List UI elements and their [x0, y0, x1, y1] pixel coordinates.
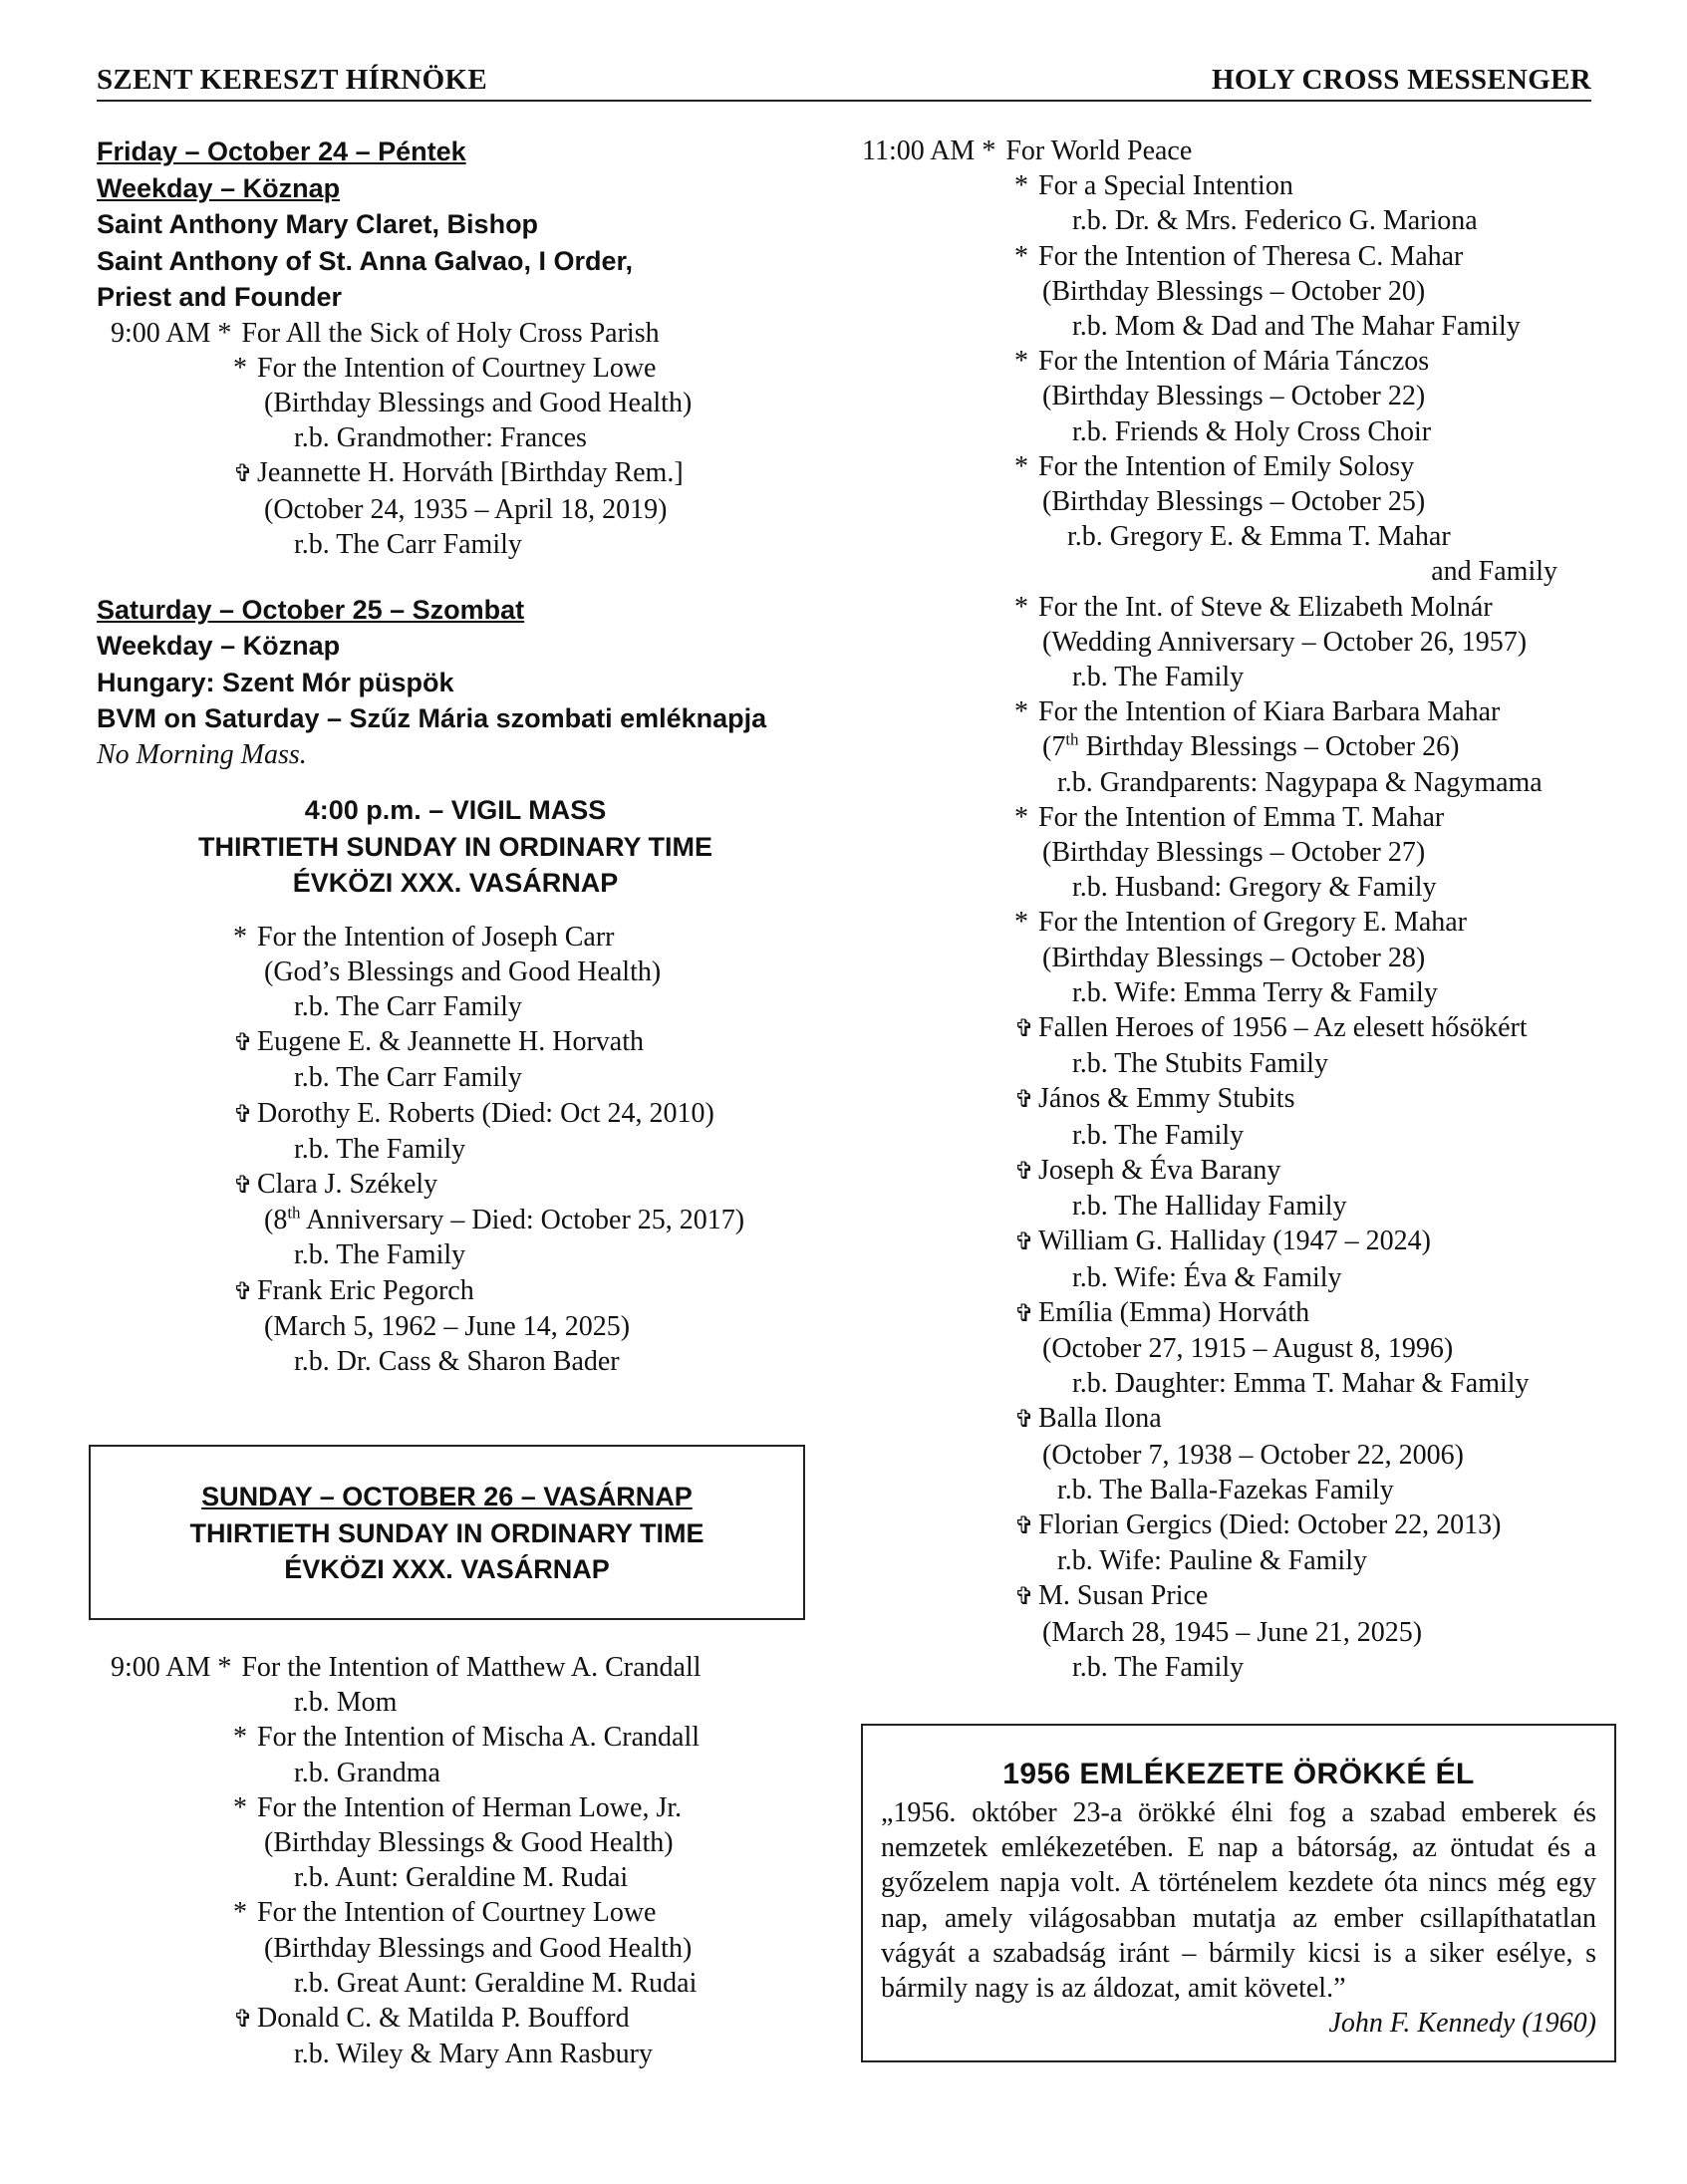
- cross-icon: ✞: [233, 2005, 254, 2034]
- mass-intention: * For the Intention of Kiara Barbara Mahar: [862, 694, 1599, 729]
- mass-time: 9:00 AM: [111, 1652, 211, 1683]
- star-icon: *: [233, 1722, 247, 1754]
- memorial-intention: ✞ Dorothy E. Roberts (Died: Oct 24, 2010): [97, 1096, 814, 1132]
- mass-intention: * For the Intention of Mária Tánczos: [862, 344, 1599, 379]
- saturday-bvm: BVM on Saturday – Szűz Mária szombati emléknapja: [97, 703, 767, 734]
- requested-by: r.b. Husband: Gregory & Family: [1072, 872, 1437, 904]
- requested-by: r.b. The Stubits Family: [1072, 1048, 1328, 1080]
- cross-icon: ✞: [1014, 1298, 1035, 1327]
- sunday-11am-section: [862, 134, 1599, 1685]
- cross-icon: ✞: [233, 1171, 254, 1200]
- memorial-intention: ✞ William G. Halliday (1947 – 2024): [862, 1224, 1599, 1259]
- requested-by: r.b. Grandma: [294, 1757, 440, 1788]
- quote-title: 1956 EMLÉKEZETE ÖRÖKKÉ ÉL: [1002, 1758, 1475, 1790]
- vigil-sunday-title: THIRTIETH SUNDAY IN ORDINARY TIME: [197, 831, 713, 862]
- requested-by: r.b. Dr. & Mrs. Federico G. Mariona: [1072, 205, 1478, 237]
- saturday-weekday: Weekday – Köznap: [97, 631, 341, 662]
- mass-intention: * For the Intention of Gregory E. Mahar: [862, 905, 1599, 940]
- requested-by: r.b. Aunt: Geraldine M. Rudai: [294, 1862, 629, 1894]
- mass-intention: * For the Intention of Joseph Carr: [97, 920, 814, 955]
- saturday-section: [97, 592, 814, 1379]
- requested-by: r.b. The Family: [1072, 1651, 1245, 1683]
- cross-icon: ✞: [1014, 1014, 1035, 1043]
- star-icon: *: [1014, 240, 1028, 272]
- cross-icon: ✞: [233, 1276, 254, 1305]
- memorial-intention: ✞ M. Susan Price: [862, 1578, 1599, 1614]
- star-icon: *: [233, 921, 247, 953]
- mass-intention: 9:00 AM * For All the Sick of Holy Cross Parish: [97, 316, 814, 351]
- memorial-intention: ✞ Donald C. & Matilda P. Boufford: [97, 2001, 814, 2037]
- memorial-intention: ✞ Clara J. Székely: [97, 1167, 814, 1203]
- mass-intention: * For the Intention of Emma T. Mahar: [862, 800, 1599, 835]
- requested-by: r.b. The Family: [1072, 1119, 1245, 1151]
- requested-by: r.b. The Family: [294, 1133, 466, 1165]
- cross-icon: ✞: [233, 1028, 254, 1057]
- intention-detail: (God’s Blessings and Good Health): [264, 956, 662, 987]
- intention-detail: (8th Anniversary – Died: October 25, 2017): [264, 1203, 745, 1236]
- requested-by: r.b. The Carr Family: [294, 991, 522, 1023]
- friday-heading: Friday – October 24 – Péntek: [97, 136, 466, 166]
- intention-detail: (7th Birthday Blessings – October 26): [1042, 730, 1460, 763]
- star-icon: *: [233, 1897, 247, 1929]
- friday-section: [97, 134, 814, 562]
- star-icon: *: [1014, 170, 1028, 202]
- star-icon: *: [217, 1652, 232, 1683]
- star-icon: *: [217, 317, 232, 349]
- mass-time: 11:00 AM: [862, 136, 976, 166]
- star-icon: *: [233, 1791, 247, 1823]
- star-icon: *: [1014, 696, 1028, 728]
- friday-weekday: Weekday – Köznap: [97, 172, 341, 203]
- intention-detail: (October 27, 1915 – August 8, 1996): [1042, 1332, 1454, 1364]
- star-icon: *: [233, 352, 247, 384]
- memorial-intention: ✞ Joseph & Éva Barany: [862, 1153, 1599, 1189]
- friday-saint-1: Saint Anthony Mary Claret, Bishop: [97, 209, 539, 239]
- memorial-intention: ✞ Fallen Heroes of 1956 – Az elesett hősökért: [862, 1010, 1599, 1046]
- intention-detail: (Birthday Blessings – October 27): [1042, 837, 1426, 869]
- memorial-intention: ✞ Florian Gergics (Died: October 22, 2013): [862, 1507, 1599, 1543]
- memorial-intention: ✞ János & Emmy Stubits: [862, 1081, 1599, 1117]
- star-icon: *: [1014, 346, 1028, 378]
- intention-detail: (Wedding Anniversary – October 26, 1957): [1042, 626, 1528, 658]
- intention-detail: (Birthday Blessings – October 28): [1042, 942, 1426, 973]
- mass-intention: * For the Int. of Steve & Elizabeth Molnár: [862, 590, 1599, 625]
- mass-intention: * For the Intention of Herman Lowe, Jr.: [97, 1790, 814, 1825]
- intention-detail: (March 5, 1962 – June 14, 2025): [264, 1310, 631, 1342]
- left-column: [97, 134, 814, 1379]
- intention-detail: (October 7, 1938 – October 22, 2006): [1042, 1439, 1465, 1471]
- memorial-intention: ✞ Jeannette H. Horváth [Birthday Rem.]: [97, 455, 814, 491]
- requested-by: r.b. Great Aunt: Geraldine M. Rudai: [294, 1967, 698, 1999]
- mass-intention: 9:00 AM * For the Intention of Matthew A. Crandall: [97, 1650, 814, 1685]
- mass-intention: * For the Intention of Courtney Lowe: [97, 1895, 814, 1930]
- intention-detail: (Birthday Blessings – October 20): [1042, 275, 1426, 307]
- sunday-title: THIRTIETH SUNDAY IN ORDINARY TIME: [189, 1517, 704, 1548]
- vigil-mass-heading: 4:00 p.m. – VIGIL MASS: [304, 795, 607, 826]
- requested-by: r.b. Wife: Pauline & Family: [1057, 1545, 1367, 1577]
- requested-by: r.b. Gregory E. & Emma T. Mahar: [1067, 521, 1451, 553]
- requested-by-continued: and Family: [1431, 556, 1557, 588]
- requested-by: r.b. Wife: Éva & Family: [1072, 1261, 1342, 1293]
- requested-by: r.b. The Halliday Family: [1072, 1191, 1347, 1223]
- cross-icon: ✞: [1014, 1228, 1035, 1256]
- mass-intention: * For the Intention of Emily Solosy: [862, 449, 1599, 484]
- kennedy-quote-box: [861, 1724, 1616, 2062]
- no-morning-mass: No Morning Mass.: [97, 738, 307, 770]
- requested-by: r.b. The Carr Family: [294, 528, 522, 560]
- friday-saint-2b: Priest and Founder: [97, 282, 343, 312]
- requested-by: r.b. The Family: [294, 1239, 466, 1271]
- mass-intention: * For the Intention of Theresa C. Mahar: [862, 239, 1599, 274]
- requested-by: r.b. Grandparents: Nagypapa & Nagymama: [1057, 766, 1543, 798]
- star-icon: *: [1014, 450, 1028, 482]
- cross-icon: ✞: [1014, 1085, 1035, 1114]
- page-header: [97, 62, 1591, 102]
- requested-by: r.b. Wiley & Mary Ann Rasbury: [294, 2039, 653, 2070]
- star-icon: *: [1014, 591, 1028, 623]
- requested-by: r.b. Mom & Dad and The Mahar Family: [1072, 311, 1521, 343]
- requested-by: r.b. Daughter: Emma T. Mahar & Family: [1072, 1368, 1530, 1400]
- intention-detail: (Birthday Blessings and Good Health): [264, 1932, 693, 1964]
- cross-icon: ✞: [233, 1099, 254, 1128]
- header-title-hungarian: SZENT KERESZT HÍRNÖKE: [97, 64, 488, 96]
- mass-intention: * For a Special Intention: [862, 168, 1599, 203]
- intention-detail: (Birthday Blessings & Good Health): [264, 1827, 674, 1859]
- requested-by: r.b. Grandmother: Frances: [294, 422, 587, 454]
- requested-by: r.b. Wife: Emma Terry & Family: [1072, 976, 1438, 1008]
- mass-time: 9:00 AM: [111, 317, 211, 349]
- intention-detail: (March 28, 1945 – June 21, 2025): [1042, 1616, 1423, 1648]
- sunday-heading-box: [89, 1445, 805, 1620]
- mass-intention: 11:00 AM * For World Peace: [862, 134, 1599, 168]
- requested-by: r.b. Mom: [294, 1687, 398, 1719]
- intention-detail: (Birthday Blessings – October 22): [1042, 381, 1426, 412]
- quote-author: John F. Kennedy (1960): [1328, 2008, 1596, 2040]
- cross-icon: ✞: [1014, 1582, 1035, 1611]
- star-icon: *: [1014, 907, 1028, 939]
- intention-detail: (October 24, 1935 – April 18, 2019): [264, 493, 668, 525]
- intention-detail: (Birthday Blessings – October 25): [1042, 486, 1426, 518]
- memorial-intention: ✞ Emília (Emma) Horváth: [862, 1295, 1599, 1331]
- cross-icon: ✞: [233, 459, 254, 488]
- cross-icon: ✞: [1014, 1510, 1035, 1539]
- mass-intention: * For the Intention of Mischa A. Crandall: [97, 1720, 814, 1755]
- mass-intention: * For the Intention of Courtney Lowe: [97, 351, 814, 386]
- intention-detail: (Birthday Blessings and Good Health): [264, 387, 693, 418]
- saturday-hungary: Hungary: Szent Mór püspök: [97, 667, 454, 697]
- requested-by: r.b. The Carr Family: [294, 1062, 522, 1094]
- cross-icon: ✞: [1014, 1156, 1035, 1185]
- sunday-9am-section: [97, 1650, 814, 2071]
- friday-saint-2a: Saint Anthony of St. Anna Galvao, I Order,: [97, 245, 634, 276]
- sunday-title-hu: ÉVKÖZI XXX. VASÁRNAP: [284, 1554, 610, 1584]
- memorial-intention: ✞ Balla Ilona: [862, 1401, 1599, 1437]
- sunday-heading: SUNDAY – OCTOBER 26 – VASÁRNAP: [201, 1482, 693, 1511]
- quote-text: „1956. október 23-a örökké élni fog a szabad emberek és nemzetek emlékezetében. E nap a bátorság, az öntudat és a győzelem napja volt. A történelem kezdete óta nincs még egy nap, amely világosabban mutatja az ember csillapíthatatlan vágyát a szabadság iránt – bármily kicsi is a siker esélye, s bármily nagy is az áldozat, amit követel.”: [881, 1797, 1596, 2005]
- vigil-sunday-title-hu: ÉVKÖZI XXX. VASÁRNAP: [292, 868, 619, 899]
- requested-by: r.b. Dr. Cass & Sharon Bader: [294, 1346, 620, 1378]
- star-icon: *: [1014, 801, 1028, 833]
- cross-icon: ✞: [1014, 1405, 1035, 1434]
- saturday-heading: Saturday – October 25 – Szombat: [97, 594, 525, 625]
- requested-by: r.b. The Balla-Fazekas Family: [1057, 1474, 1394, 1505]
- star-icon: *: [982, 136, 996, 166]
- requested-by: r.b. The Family: [1072, 662, 1245, 693]
- header-title-english: HOLY CROSS MESSENGER: [1212, 64, 1591, 96]
- requested-by: r.b. Friends & Holy Cross Choir: [1072, 415, 1432, 447]
- memorial-intention: ✞ Frank Eric Pegorch: [97, 1273, 814, 1309]
- memorial-intention: ✞ Eugene E. & Jeannette H. Horvath: [97, 1024, 814, 1060]
